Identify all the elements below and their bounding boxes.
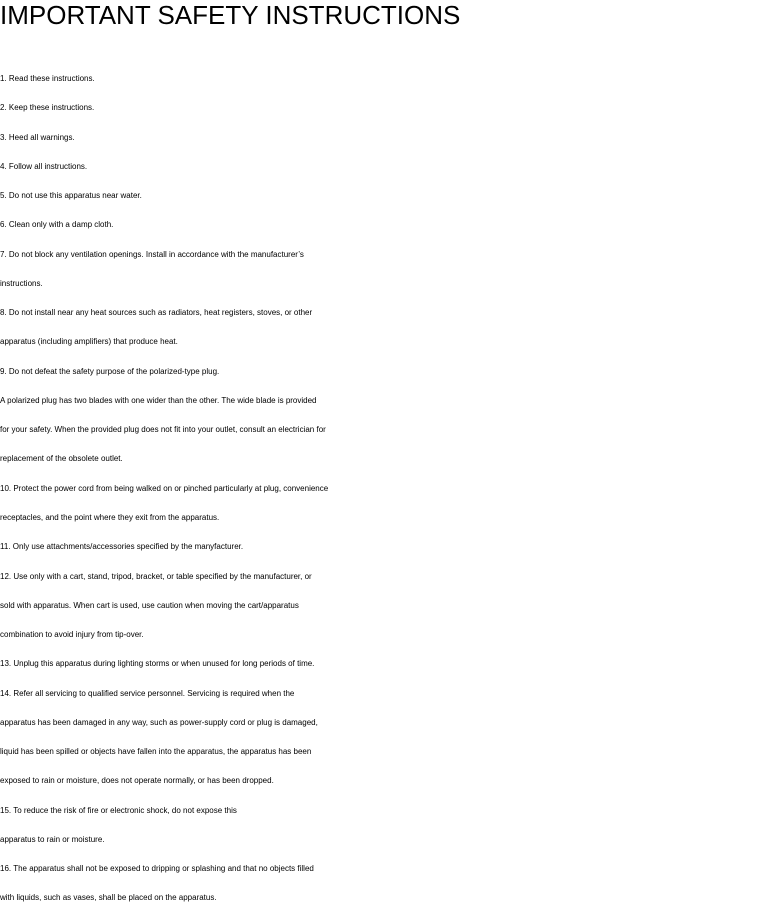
text-line: replacement of the obsolete outlet.	[0, 454, 123, 464]
text-line: 12. Use only with a cart, stand, tripod, bracket, or table specified by the manufacturer, or	[0, 571, 312, 581]
text-line: 8. Do not install near any heat sources such as radiators, heat registers, stoves, or other	[0, 308, 313, 318]
text-line: with liquids, such as vases, shall be placed on the apparatus.	[0, 893, 217, 903]
text-line: 7. Do not block any ventilation openings. Install in accordance with the manufacturer’s	[0, 249, 304, 259]
text-line: apparatus to rain or moisture.	[0, 834, 105, 844]
text-line: combination to avoid injury from tip-over.	[0, 630, 144, 640]
text-line: instructions.	[0, 278, 43, 288]
text-line: receptacles, and the point where they exit from the apparatus.	[0, 512, 220, 522]
text-line: 11. Only use attachments/accessories specified by the manyfacturer.	[0, 542, 244, 552]
page-title: IMPORTANT SAFETY INSTRUCTIONS	[0, 0, 461, 30]
text-line: 14. Refer all servicing to qualified service personnel. Servicing is required when the	[0, 688, 295, 698]
text-line: 10. Protect the power cord from being walked on or pinched particularly at plug, convenience	[0, 483, 329, 493]
text-line: liquid has been spilled or objects have fallen into the apparatus, the apparatus has been	[0, 747, 312, 757]
text-line: 4. Follow all instructions.	[0, 161, 88, 171]
text-line: 9. Do not defeat the safety purpose of the polarized-type plug.	[0, 366, 220, 376]
text-line: 3. Heed all warnings.	[0, 132, 75, 142]
text-line: exposed to rain or moisture, does not operate normally, or has been dropped.	[0, 776, 274, 786]
text-line: 16. The apparatus shall not be exposed to dripping or splashing and that no objects filled	[0, 864, 314, 874]
text-line: 2. Keep these instructions.	[0, 103, 95, 113]
instructions-text	[0, 64, 766, 913]
text-line: sold with apparatus. When cart is used, use caution when moving the cart/apparatus	[0, 600, 299, 610]
text-line: 6. Clean only with a damp cloth.	[0, 220, 114, 230]
text-line: apparatus has been damaged in any way, such as power-supply cord or plug is damaged,	[0, 717, 318, 727]
text-line: 5. Do not use this apparatus near water.	[0, 191, 142, 201]
text-line: 13. Unplug this apparatus during lighting storms or when unused for long periods of time.	[0, 659, 315, 669]
text-line: apparatus (including amplifiers) that produce heat.	[0, 337, 178, 347]
text-line: for your safety. When the provided plug does not fit into your outlet, consult an electrician for	[0, 425, 326, 435]
text-line: 1. Read these instructions.	[0, 74, 95, 83]
text-line: A polarized plug has two blades with one wider than the other. The wide blade is provided	[0, 395, 317, 405]
text-line: 15. To reduce the risk of fire or electronic shock, do not expose this	[0, 805, 237, 815]
